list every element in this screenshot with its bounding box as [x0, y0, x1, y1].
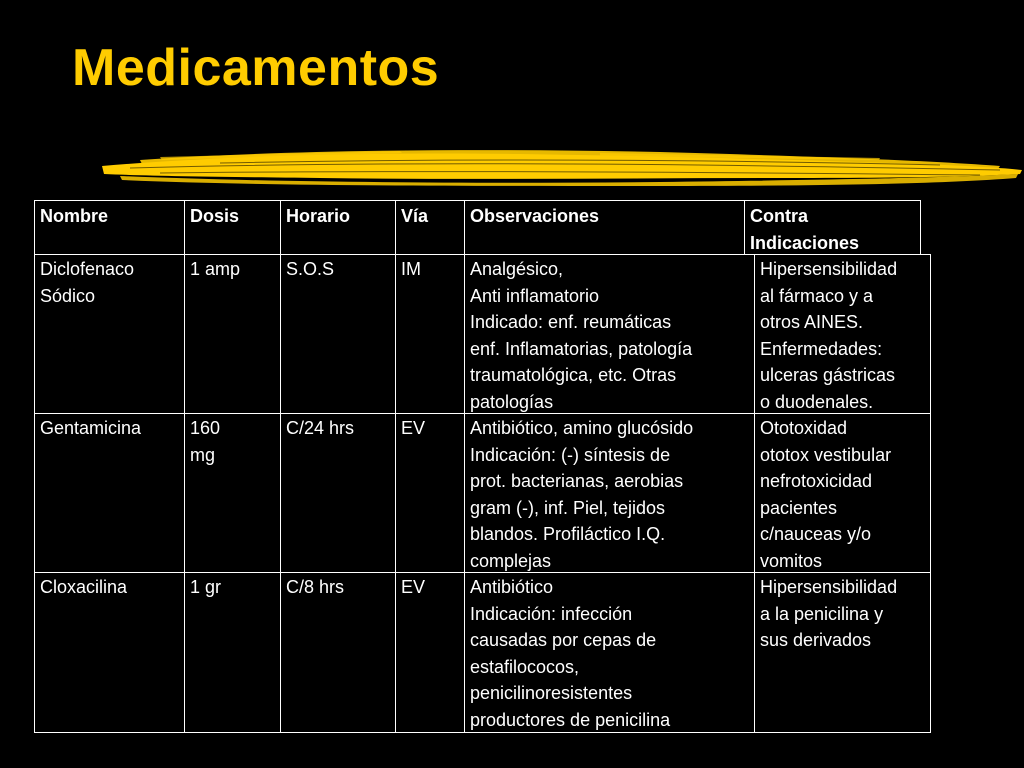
cell-horario: S.O.S	[280, 254, 396, 414]
cell-observaciones: Analgésico, Anti inflamatorio Indicado: enf. reumáticas enf. Inflamatorias, patología traumatológica, etc. Otras patologías	[464, 254, 755, 414]
brush-stroke-divider	[100, 148, 1024, 188]
cell-observaciones: Antibiótico Indicación: infección causadas por cepas de estafilococos, penicilinoresistentes productores de penicilina	[464, 572, 755, 733]
cell-contra-indicaciones: Hipersensibilidad a la penicilina y sus derivados	[754, 572, 931, 733]
cell-via: EV	[395, 413, 465, 573]
header-observaciones: Observaciones	[464, 200, 745, 255]
header-contra-indicaciones: Contra Indicaciones	[744, 200, 921, 255]
cell-horario: C/8 hrs	[280, 572, 396, 733]
slide-title: Medicamentos	[72, 39, 440, 97]
cell-observaciones: Antibiótico, amino glucósido Indicación: (-) síntesis de prot. bacterianas, aerobias gram (-), inf. Piel, tejidos blandos. Profiláctico I.Q. complejas	[464, 413, 755, 573]
cell-contra-indicaciones: Hipersensibilidad al fármaco y a otros AINES. Enfermedades: ulceras gástricas o duodenales.	[754, 254, 931, 414]
cell-dosis: 1 gr	[184, 572, 281, 733]
cell-dosis: 1 amp	[184, 254, 281, 414]
cell-nombre: Diclofenaco Sódico	[34, 254, 185, 414]
header-horario: Horario	[280, 200, 396, 255]
cell-horario: C/24 hrs	[280, 413, 396, 573]
cell-dosis: 160 mg	[184, 413, 281, 573]
cell-via: IM	[395, 254, 465, 414]
cell-nombre: Cloxacilina	[34, 572, 185, 733]
header-dosis: Dosis	[184, 200, 281, 255]
cell-nombre: Gentamicina	[34, 413, 185, 573]
cell-via: EV	[395, 572, 465, 733]
header-nombre: Nombre	[34, 200, 185, 255]
cell-contra-indicaciones: Ototoxidad ototox vestibular nefrotoxicidad pacientes c/nauceas y/o vomitos	[754, 413, 931, 573]
header-via: Vía	[395, 200, 465, 255]
